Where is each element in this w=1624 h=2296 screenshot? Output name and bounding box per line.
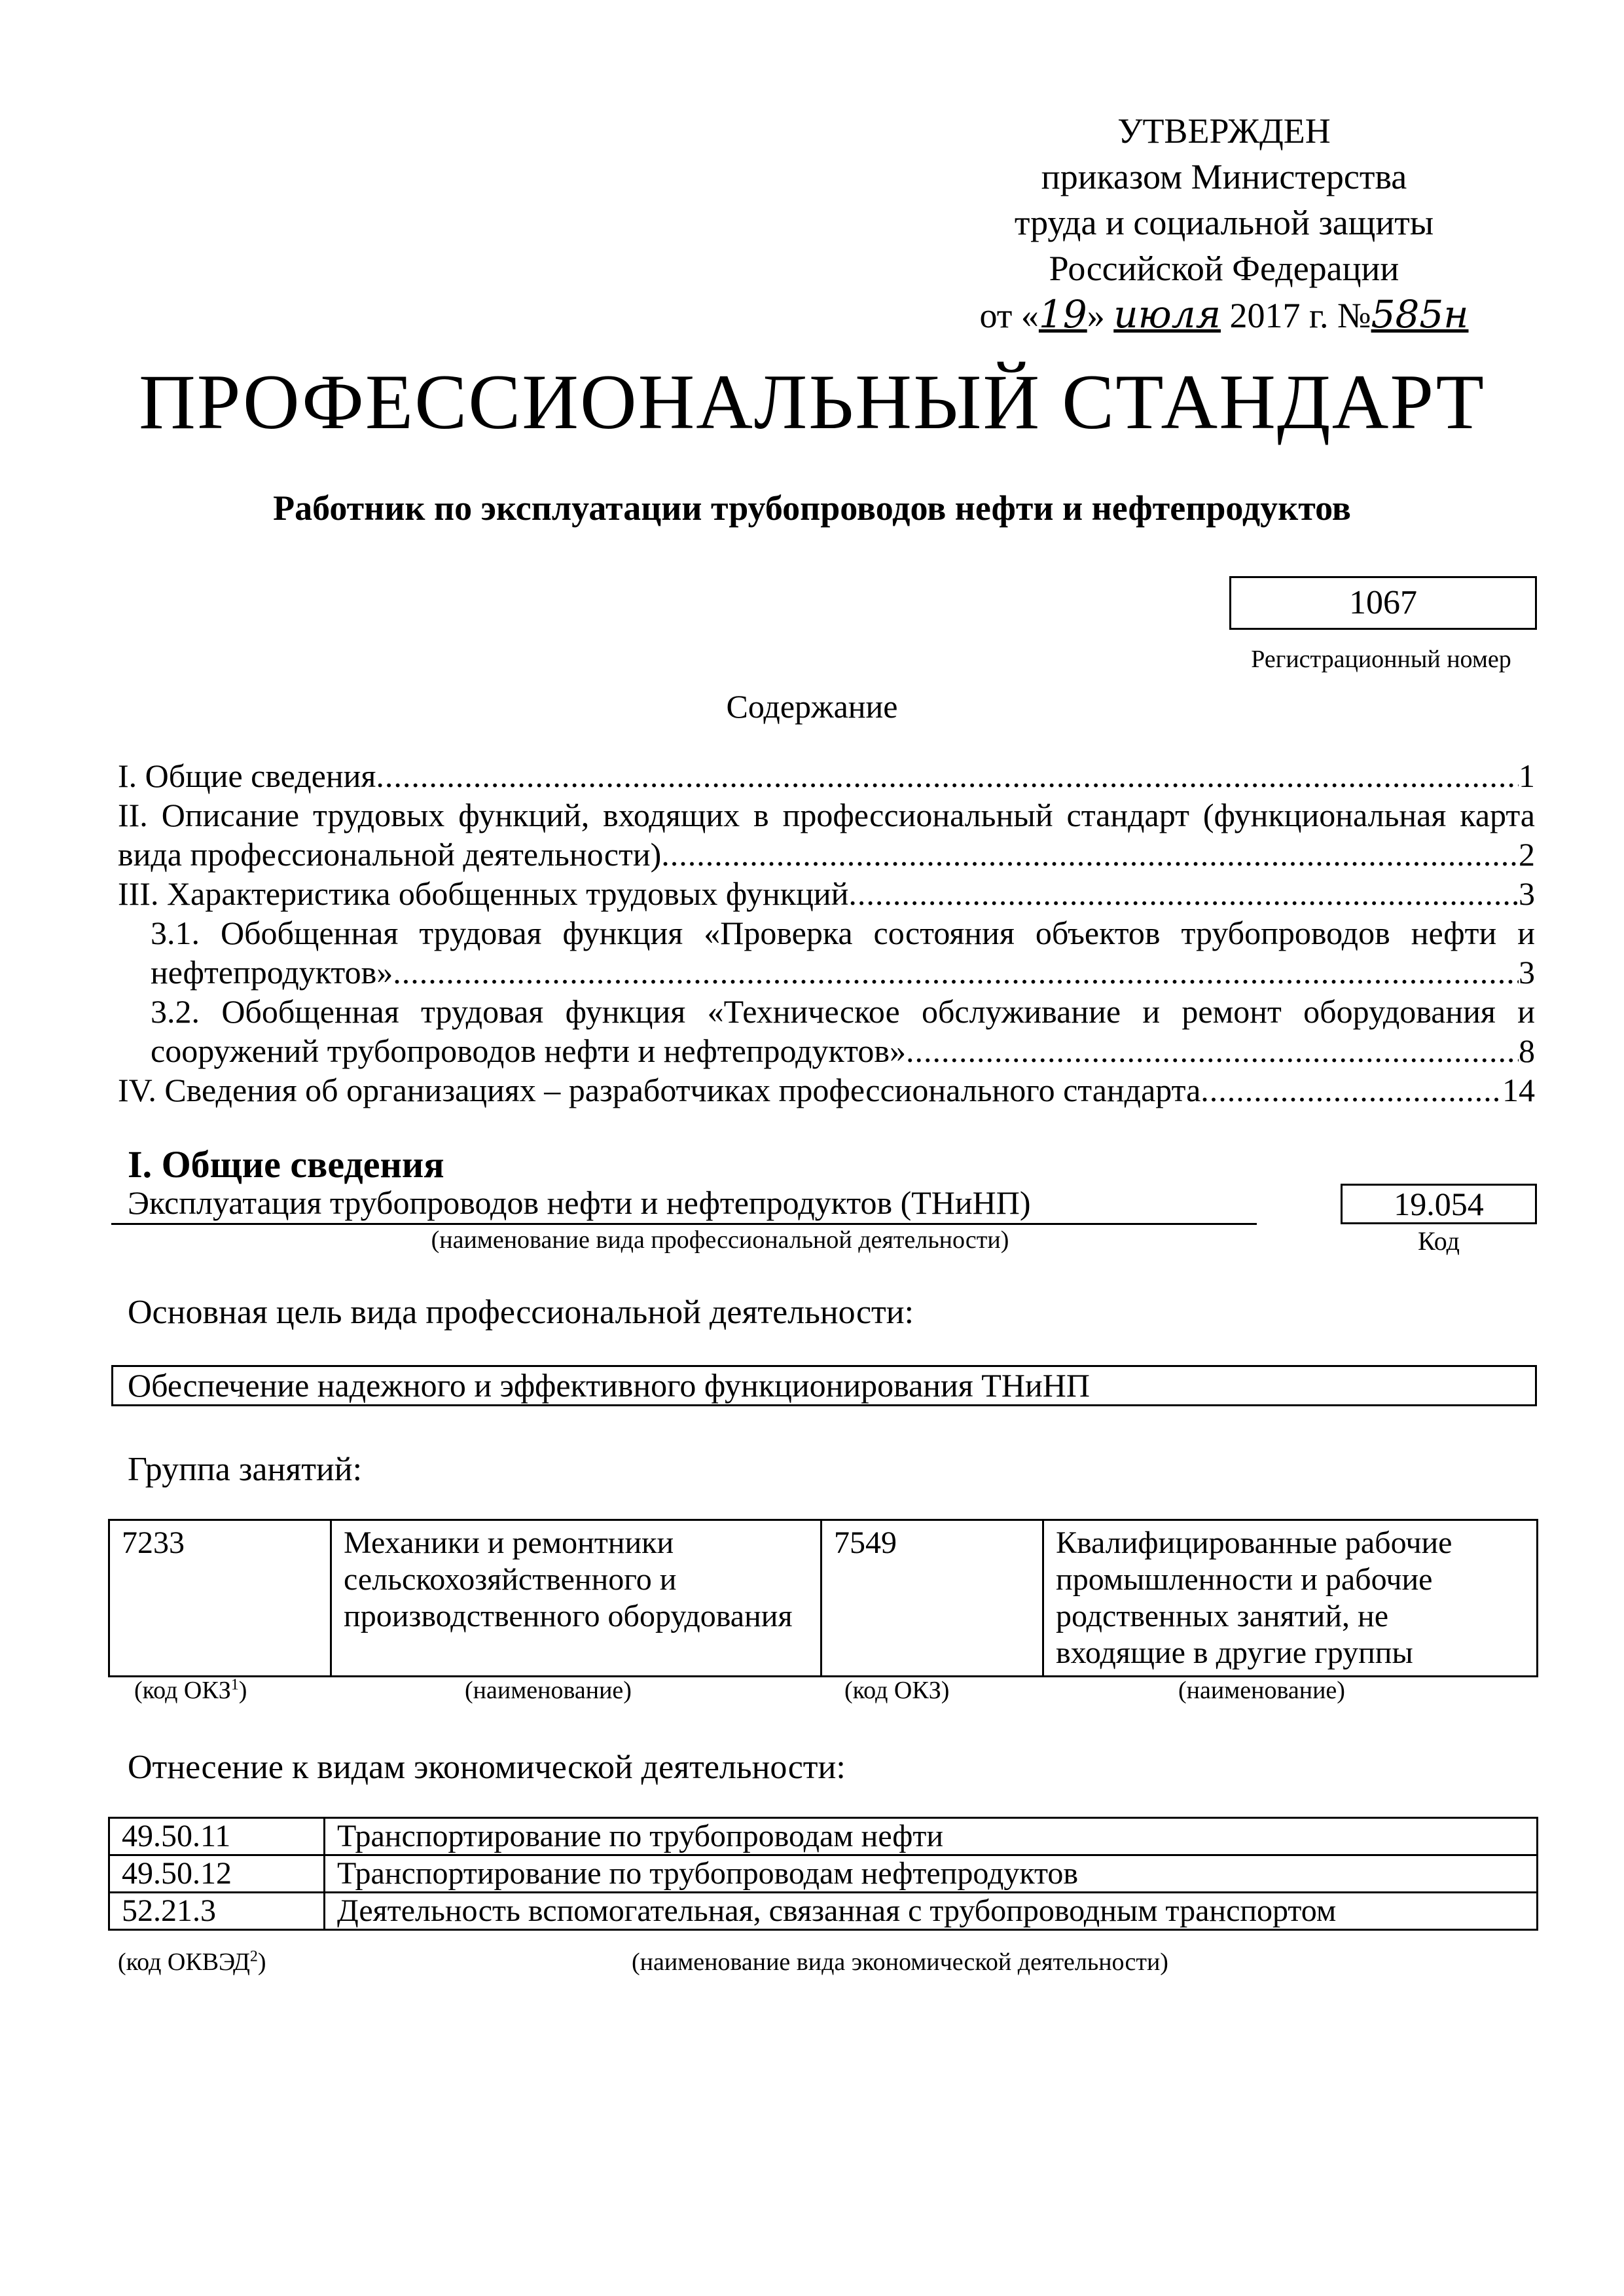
approval-line-2: приказом Министерства <box>1041 157 1407 196</box>
date-mid: » <box>1087 296 1105 335</box>
registration-label: Регистрационный номер <box>1251 646 1511 673</box>
toc-item-line[interactable]: 3.2. Обобщенная трудовая функция «Техническое обслуживание и ремонт оборудования и <box>151 993 1535 1030</box>
toc-item[interactable]: вида профессиональной деятельности) ..... 2 <box>118 835 1535 874</box>
registration-number: 1067 <box>1229 576 1537 630</box>
goal-text: Обеспечение надежного и эффективного функционирования ТНиНП <box>111 1365 1537 1406</box>
okved-table <box>108 1817 1538 1931</box>
activity-code-label: Код <box>1418 1226 1460 1256</box>
section-heading: I. Общие сведения <box>128 1143 444 1186</box>
toc-item[interactable]: IV. Сведения об организациях – разработчиках профессионального стандарта ..... 14 <box>118 1070 1535 1110</box>
occupation-group-table <box>108 1519 1538 1677</box>
date-day: 19 <box>1038 292 1087 337</box>
toc-item-line[interactable]: II. Описание трудовых функций, входящих в профессиональный стандарт (функциональная карта <box>118 797 1535 833</box>
toc-title: Содержание <box>726 688 898 725</box>
activity-name: Эксплуатация трубопроводов нефти и нефтепродуктов (ТНиНП) <box>128 1184 1031 1221</box>
divider <box>111 1223 1257 1225</box>
okz-name: Механики и ремонтники сельскохозяйственного и производственного оборудования <box>331 1520 821 1677</box>
table-row <box>109 1855 1538 1893</box>
okz-name: Квалифицированные рабочие промышленности и рабочие родственных занятий, не входящие в другие группы <box>1043 1520 1538 1677</box>
approval-date <box>916 291 1532 338</box>
okved-caption-name: (наименование вида экономической деятельности) <box>632 1948 1168 1976</box>
okved-caption-code: (код ОКВЭД$^2$) <box>118 1948 266 1976</box>
okved-label: Отнесение к видам экономической деятельности: <box>128 1749 846 1786</box>
okved-name: Деятельность вспомогательная, связанная с трубопроводным транспортом <box>325 1893 1538 1930</box>
group-label: Группа занятий: <box>128 1451 363 1488</box>
goal-label: Основная цель вида профессиональной деятельности: <box>128 1294 914 1331</box>
toc-item[interactable]: III. Характеристика обобщенных трудовых функций ..... 3 <box>118 874 1535 913</box>
toc-item[interactable]: нефтепродуктов» ..... 3 <box>118 953 1535 992</box>
okz-code: 7549 <box>821 1520 1043 1677</box>
document-subtitle: Работник по эксплуатации трубопроводов нефти и нефтепродуктов <box>273 488 1351 528</box>
group-caption-code: (код ОКЗ$^1$) <box>134 1676 247 1704</box>
activity-label: (наименование вида профессиональной деятельности) <box>431 1226 1009 1254</box>
table-row <box>109 1818 1538 1855</box>
toc-item-line[interactable]: 3.1. Обобщенная трудовая функция «Проверка состояния объектов трубопроводов нефти и <box>151 915 1535 951</box>
activity-code: 19.054 <box>1341 1184 1537 1224</box>
okz-code: 7233 <box>109 1520 331 1677</box>
okved-name: Транспортирование по трубопроводам нефти <box>325 1818 1538 1855</box>
approval-line-1: УТВЕРЖДЕН <box>1117 111 1331 151</box>
okved-code: 49.50.12 <box>109 1855 325 1893</box>
date-year: 2017 г. № <box>1229 296 1371 335</box>
order-number: 585н <box>1371 292 1469 337</box>
approval-line-3: труда и социальной защиты <box>1014 203 1434 242</box>
okved-code: 52.21.3 <box>109 1893 325 1930</box>
toc-item[interactable]: I. Общие сведения ..... 1 <box>118 756 1535 795</box>
table-row <box>109 1520 1538 1677</box>
document-title: ПРОФЕССИОНАЛЬНЫЙ СТАНДАРТ <box>139 358 1485 445</box>
table-row <box>109 1893 1538 1930</box>
group-caption-name: (наименование) <box>1178 1677 1345 1704</box>
approval-line-4: Российской Федерации <box>1049 249 1399 288</box>
toc-item[interactable]: сооружений трубопроводов нефти и нефтепродуктов» ..... 8 <box>118 1031 1535 1070</box>
approval-block <box>916 108 1532 338</box>
group-caption-name: (наименование) <box>465 1677 632 1704</box>
okved-name: Транспортирование по трубопроводам нефтепродуктов <box>325 1855 1538 1893</box>
okved-code: 49.50.11 <box>109 1818 325 1855</box>
date-month: июля <box>1113 292 1221 337</box>
table-of-contents <box>118 756 1535 1110</box>
date-prefix: от « <box>979 296 1039 335</box>
group-caption-code: (код ОКЗ) <box>844 1677 950 1704</box>
